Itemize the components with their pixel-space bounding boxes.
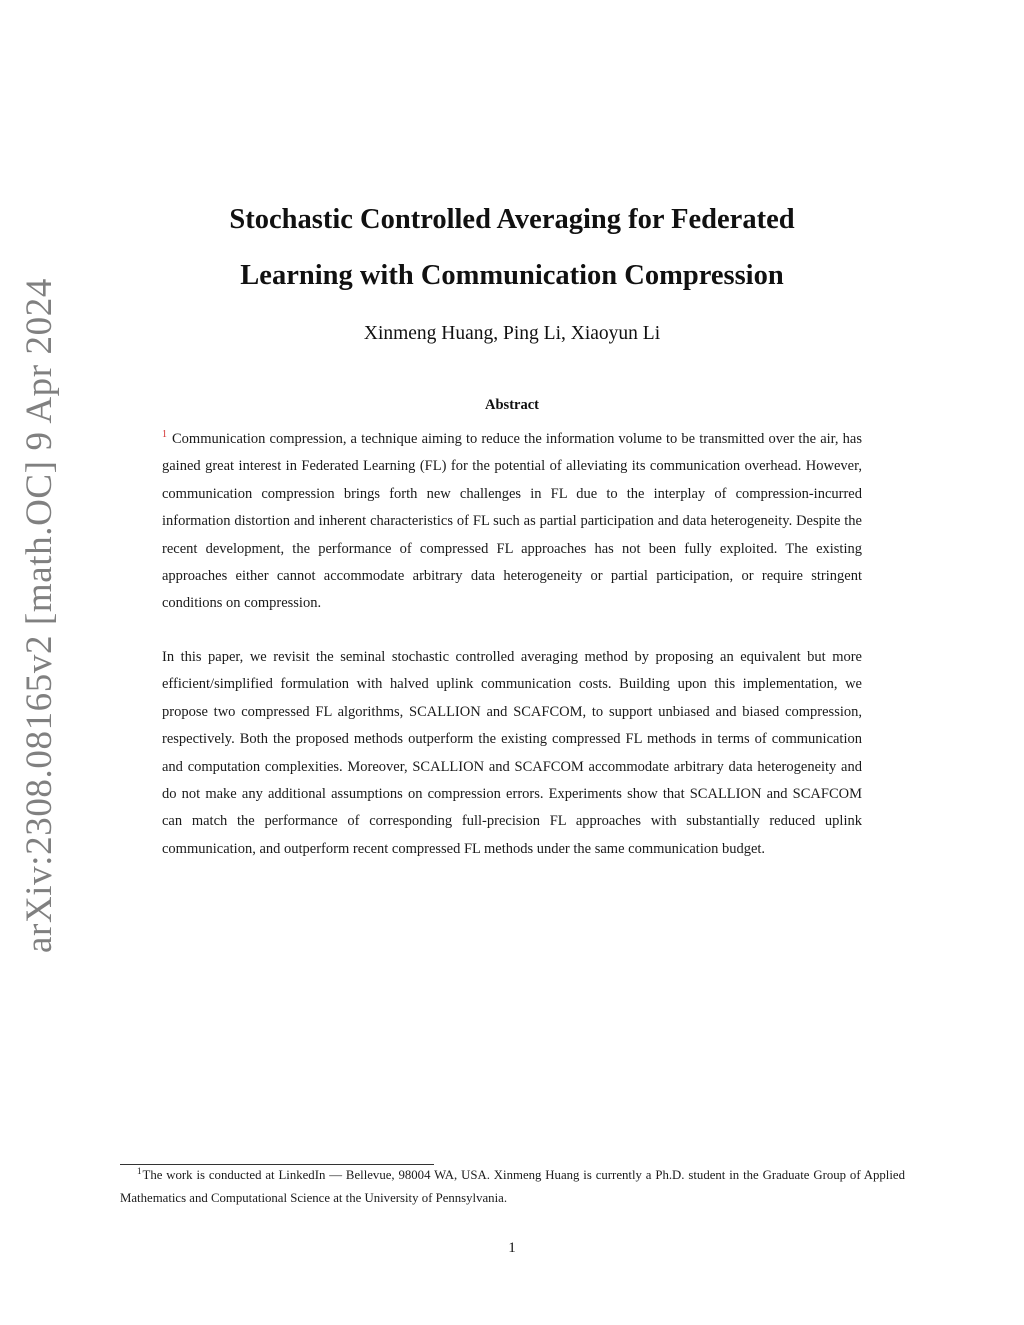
page-number: 1	[508, 1240, 516, 1256]
abstract-paragraph-1-text: Communication compression, a technique aiming to reduce the information volume to be transmitted over the air, has gained great interest in Federated Learning (FL) for the potential of alleviating its communication overhead. However, communication compression brings forth new challenges in FL due to the interplay of compression-incurred information distortion and inherent characteristics of FL such as partial participation and data heterogeneity. Despite the recent development, the performance of compressed FL approaches has not been fully exploited. The existing approaches either cannot accommodate arbitrary data heterogeneity or partial participation, or require stringent conditions on compression.	[162, 431, 862, 612]
paper-title	[150, 192, 874, 304]
footnote-text: The work is conducted at LinkedIn — Bellevue, 98004 WA, USA. Xinmeng Huang is currently a Ph.D. student in the Graduate Group of Applied Mathematics and Computational Science at the University of Pennsylvania.	[120, 1168, 905, 1205]
abstract-heading: Abstract	[485, 397, 539, 413]
abstract-paragraph-2: In this paper, we revisit the seminal stochastic controlled averaging method by proposing an equivalent but more efficient/simplified formulation with halved uplink communication costs. Building upon this implementation, we propose two compressed FL algorithms, SCALLION and SCAFCOM, to support unbiased and biased compression, respectively. Both the proposed methods outperform the existing compressed FL methods in terms of communication and computation complexities. Moreover, SCALLION and SCAFCOM accommodate arbitrary data heterogeneity and do not make any additional assumptions on compression errors. Experiments show that SCALLION and SCAFCOM can match the performance of corresponding full-precision FL approaches with substantially reduced uplink communication, and outperform recent compressed FL methods under the same communication budget.	[162, 649, 862, 857]
abstract-footnote-marker[interactable]: 1	[162, 429, 167, 441]
footnote-marker: 1	[137, 1165, 142, 1176]
paper-title-line-2: Learning with Communication Compression	[240, 260, 784, 291]
abstract-paragraph-1	[162, 426, 862, 618]
arxiv-identifier-stamp: arXiv:2308.08165v2 [math.OC] 9 Apr 2024	[19, 278, 60, 953]
paper-title-line-1: Stochastic Controlled Averaging for Federated	[229, 204, 795, 235]
author-list: Xinmeng Huang, Ping Li, Xiaoyun Li	[363, 323, 661, 344]
footnote	[120, 1164, 905, 1210]
